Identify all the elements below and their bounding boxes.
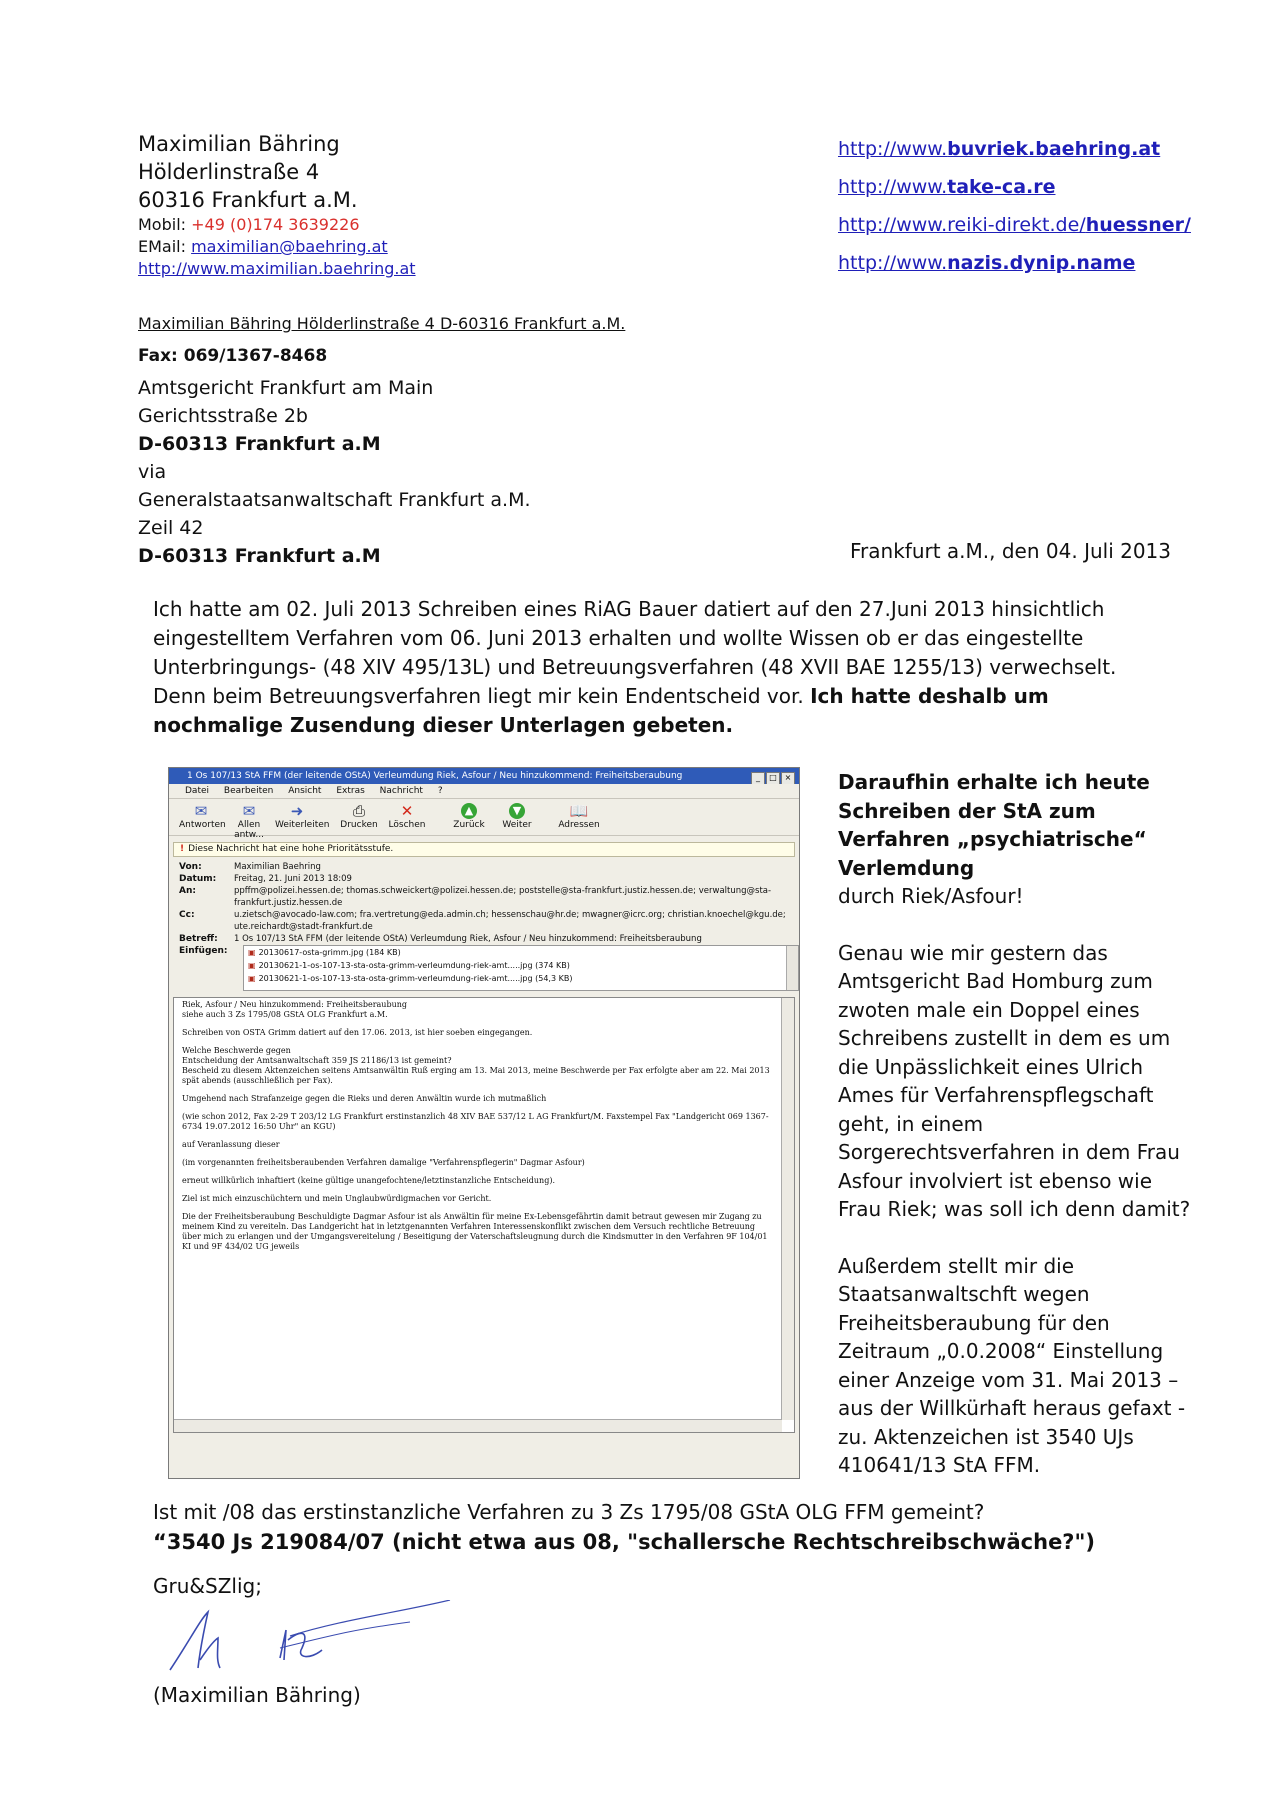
sender-street: Hölderlinstraße 4 <box>138 160 320 184</box>
image-file-icon: ▣ <box>248 974 256 983</box>
side-paragraph: Daraufhin erhalte ich heute Schreiben der StA zum Verfahren „psychiatrische“ Verlemdung durch Riek/Asfour! <box>838 770 1150 908</box>
sender-name: Maximilian Bähring <box>138 132 340 156</box>
menu-item[interactable]: Nachricht <box>379 786 423 796</box>
email-body <box>173 997 795 1433</box>
header-attachments: Einfügen: <box>179 946 228 956</box>
print-icon: ⎙ <box>352 802 365 820</box>
email-link[interactable]: maximilian@baehring.at <box>191 237 388 256</box>
website-link[interactable]: http://www.maximilian.baehring.at <box>138 259 416 278</box>
attachment-list <box>243 945 799 991</box>
signature-name: (Maximilian Bähring) <box>153 1683 361 1707</box>
horizontal-scrollbar[interactable] <box>174 1419 782 1432</box>
menu-item[interactable]: Datei <box>185 786 210 796</box>
attachment-scrollbar[interactable] <box>786 946 798 990</box>
link-nazis[interactable]: http://www.nazis.dynip.name <box>838 252 1136 274</box>
sender-address-line: Maximilian Bähring Hölderlinstraße 4 D-60316 Frankfurt a.M. <box>138 314 626 333</box>
body-line: (im vorgenannten freiheitsberaubenden Verfahren damalige "Verfahrenspflegerin" Dagmar Asfour) <box>182 1158 585 1167</box>
menu-item[interactable]: Ansicht <box>288 786 322 796</box>
recipient-line: D-60313 Frankfurt a.M <box>138 545 381 567</box>
reply-icon: ✉ <box>194 802 208 820</box>
recipient-line: Zeil 42 <box>138 517 204 539</box>
mobile-number: +49 (0)174 3639226 <box>191 215 360 234</box>
header-to: An: ppffm@polizei.hessen.de; thomas.schweickert@polizei.hessen.de; poststelle@sta-frankfurt.justiz.hessen.de; verwaltung@sta-frankfurt.justiz.hessen.de <box>179 886 772 908</box>
reply-all-icon: ✉ <box>242 802 256 820</box>
attachment-item[interactable]: ▣ 20130621-1-os-107-13-sta-osta-grimm-verleumdung-riek-amt.....jpg (54,3 KB) <box>248 974 573 983</box>
delete-button[interactable]: ✕ Löschen <box>385 799 429 835</box>
menu-item[interactable]: Extras <box>336 786 365 796</box>
back-icon: ▲ <box>461 803 477 819</box>
question-line: Ist mit /08 das erstinstanzliche Verfahren zu 3 Zs 1795/08 GStA OLG FFM gemeint? <box>153 1500 985 1524</box>
body-line: erneut willkürlich inhaftiert (keine gültige unangefochtene/letztinstanzliche Entscheidung). <box>182 1176 555 1185</box>
window-titlebar <box>169 768 799 784</box>
next-icon: ▼ <box>509 803 525 819</box>
image-file-icon: ▣ <box>248 961 256 970</box>
window-controls <box>750 770 795 784</box>
menu-item[interactable]: ? <box>437 786 443 796</box>
window-title: 1 Os 107/13 StA FFM (der leitende OStA) Verleumdung Riek, Asfour / Neu hinzukommend: Freiheitsberaubung <box>187 771 683 781</box>
recipient-line: Gerichtsstraße 2b <box>138 405 308 427</box>
attachment-item[interactable]: ▣ 20130617-osta-grimm.jpg (184 KB) <box>248 948 401 957</box>
priority-icon: ! <box>180 844 185 854</box>
recipient-via: via <box>138 461 167 483</box>
maximize-icon[interactable]: □ <box>766 772 780 784</box>
body-line: Die der Freiheitsberaubung Beschuldigte Dagmar Asfour ist als Anwältin für meine Ex-Lebensgefährtin damit betraut gewesen mir Zugang zu meinem Kind zu vereiteln. Das Landgericht hat in letztgenannten Verfahren Interessenskonflikt zwischen dem Versuch rechtliche Betreuung über mich zu erlangen und der Umgangsvereitelung / Beseitigung der Vaterschaftsleugnung durch die Kindsmutter in den Verfahren 9F 104/01 KI und 9F 434/02 UG jeweils <box>182 1212 768 1251</box>
link-reiki[interactable]: http://www.reiki-direkt.de/huessner/ <box>838 214 1191 236</box>
vertical-scrollbar[interactable] <box>781 998 794 1420</box>
body-line: Riek, Asfour / Neu hinzukommend: Freiheitsberaubung siehe auch 3 Zs 1795/08 GStA OLG Frankfurt a.M. <box>182 1000 407 1019</box>
intro-paragraph: Ich hatte am 02. Juli 2013 Schreiben eines RiAG Bauer datiert auf den 27.Juni 2013 hinsichtlich eingestelltem Verfahren vom 06. Juni 2013 erhalten und wollte Wissen ob er das eingestellte Unterbringungs- (48 XIV 495/13L) und Betreuungsverfahren (48 XVII BAE 1255/13) verwechselt. Denn beim Betreuungsverfahren liegt mir kein Endentscheid vor. Ich hatte deshalb um nochmalige Zusendung dieser Unterlagen gebeten. <box>153 597 1117 737</box>
recipient-line: Generalstaatsanwaltschaft Frankfurt a.M. <box>138 489 531 511</box>
question-line-bold: “3540 Js 219084/07 (nicht etwa aus 08, "schallersche Rechtschreibschwäche?") <box>153 1530 1096 1554</box>
header-cc: Cc: u.zietsch@avocado-law.com; fra.vertretung@eda.admin.ch; hessenschau@hr.de; mwagner@icrc.org; christian.knoechel@kgu.de; ute.reichardt@stadt-frankfurt.de <box>179 910 786 932</box>
link-take-care[interactable]: http://www.take-ca.re <box>838 176 1056 198</box>
body-line: Umgehend nach Strafanzeige gegen die Rieks und deren Anwältin wurde ich mutmaßlich <box>182 1094 547 1103</box>
greeting: Gru&SZlig; <box>153 1574 262 1598</box>
sender-block <box>138 130 416 280</box>
reply-button[interactable]: ✉ Antworten <box>179 802 226 830</box>
close-icon[interactable]: × <box>781 772 795 784</box>
body-line: (wie schon 2012, Fax 2-29 T 203/12 LG Frankfurt erstinstanzlich 48 XIV BAE 537/12 L AG Frankfurt/M. Faxstempel Fax "Landgericht 069 1367-6734 19.07.2012 16:50 Uhr" an KGU) <box>182 1112 769 1131</box>
delete-icon: ✕ <box>400 802 414 820</box>
link-buvriek[interactable]: http://www.buvriek.baehring.at <box>838 138 1161 160</box>
toolbar <box>169 799 799 840</box>
email-screenshot <box>168 767 800 1479</box>
side-paragraph: Genau wie mir gestern das Amtsgericht Bad Homburg zum zwoten male ein Doppel eines Schreibens zustellt in dem es um die Unpässlichkeit eines Ulrich Ames für Verfahrenspflegschaft geht, in einem Sorgerechtsverfahren in dem Frau Asfour involviert ist ebenso wie Frau Riek; was soll ich denn damit? <box>838 940 1191 1221</box>
recipient-line: D-60313 Frankfurt a.M <box>138 433 381 455</box>
body-line: Welche Beschwerde gegen Entscheidung der Amtsanwaltschaft 359 JS 21186/13 ist gemeint? Bescheid zu diesem Aktenzeichen seitens Amtsanwältin Ruß erging am 13. Mai 2013, meine Beschwerde per Fax erfolgte aber am 22. Mai 2013 spät abends (ausschließlich per Fax). <box>182 1046 770 1085</box>
side-commentary <box>838 768 1198 1508</box>
link-list <box>838 130 1191 282</box>
menu-item[interactable]: Bearbeiten <box>223 786 274 796</box>
email-headers <box>169 861 799 957</box>
side-paragraph: Außerdem stellt mir die Staatsanwaltschft wegen Freiheitsberaubung für den Zeitraum „0.0.2008“ Einstellung einer Anzeige vom 31. Mai 2013 – aus der Willkürhaft heraus gefaxt - zu. Aktenzeichen ist 3540 UJs 410641/13 StA FFM. <box>838 1253 1186 1477</box>
email-label: EMail: <box>138 237 186 256</box>
sender-mobile-row <box>138 214 416 236</box>
header-subject: Betreff: 1 Os 107/13 StA FFM (der leitende OStA) Verleumdung Riek, Asfour / Neu hinzukommend: Freiheitsberaubung <box>179 934 702 944</box>
body-line: Ziel ist mich einzuschüchtern und mein Unglaubwürdigmachen vor Gericht. <box>182 1194 492 1203</box>
sender-website-row <box>138 258 416 280</box>
letter-date: Frankfurt a.M., den 04. Juli 2013 <box>850 539 1172 563</box>
minimize-icon[interactable]: _ <box>751 772 765 784</box>
body-line: Schreiben von OSTA Grimm datiert auf den 17.06. 2013, ist hier soeben eingegangen. <box>182 1028 533 1037</box>
attachment-item[interactable]: ▣ 20130621-1-os-107-13-sta-osta-grimm-verleumdung-riek-amt.....jpg (374 KB) <box>248 961 570 970</box>
forward-icon: ➜ <box>290 802 304 820</box>
mobile-label: Mobil: <box>138 215 187 234</box>
sender-city: 60316 Frankfurt a.M. <box>138 188 358 212</box>
priority-banner: ! Diese Nachricht hat eine hohe Prioritätsstufe. <box>173 842 795 857</box>
back-button[interactable]: ▲ Zurück <box>453 804 485 830</box>
menu-bar <box>169 784 799 799</box>
forward-button[interactable]: ➜ Weiterleiten <box>275 802 330 830</box>
recipient-line: Amtsgericht Frankfurt am Main <box>138 377 434 399</box>
next-button[interactable]: ▼ Weiter <box>502 804 532 830</box>
sender-email-row <box>138 236 416 258</box>
image-file-icon: ▣ <box>248 948 256 957</box>
print-button[interactable]: ⎙ Drucken <box>337 799 381 835</box>
handwritten-signature <box>160 1600 460 1680</box>
fax-number: Fax: 069/1367-8468 <box>138 346 328 366</box>
address-book-button[interactable]: 📖 Adressen <box>558 802 600 830</box>
body-line: auf Veranlassung dieser <box>182 1140 280 1149</box>
reply-all-button[interactable]: ✉ Allen antw... <box>227 799 271 835</box>
recipient-block <box>138 374 531 570</box>
header-date: Datum: Freitag, 21. Juni 2013 18:09 <box>179 874 352 884</box>
address-book-icon: 📖 <box>569 802 589 820</box>
header-from: Von: Maximilian Baehring <box>179 862 321 872</box>
